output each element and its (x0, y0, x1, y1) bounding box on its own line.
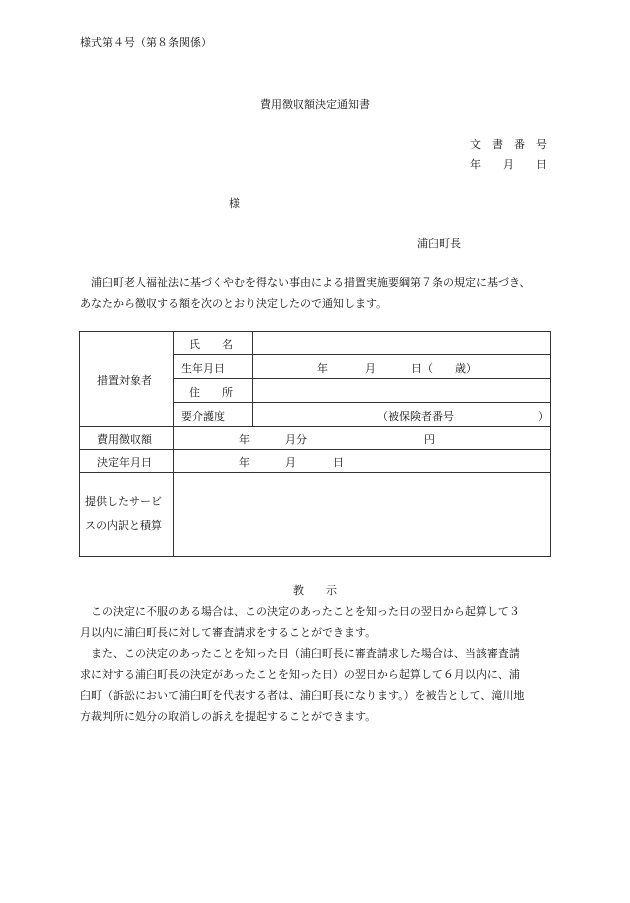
fee-label: 費用徴収額 (97, 433, 152, 446)
name-label: 氏 名 (189, 338, 233, 351)
table-divider (173, 378, 551, 379)
services-label: 提供したサービ (85, 495, 162, 508)
document-title: 費用徴収額決定通知書 (260, 98, 370, 111)
services-label: スの内訳と積算 (85, 519, 162, 532)
notice-line: この決定に不服のある場合は、この決定のあったことを知った日の翌日から起算して３ (80, 605, 520, 618)
fee-month: 月分 (285, 433, 307, 446)
document-number-label: 文 書 番 号 (470, 138, 547, 151)
table-divider (252, 331, 253, 426)
care-level-label: 要介護度 (181, 410, 225, 423)
subject-label: 措置対象者 (97, 374, 152, 387)
insured-number-label: （被保険者番号 (377, 410, 454, 423)
form-number: 様式第４号（第８条関係） (80, 36, 212, 49)
notice-line: 臼町（訴訟において浦臼町を代表する者は、浦臼町長になります。）を被告として、滝川地 (80, 689, 525, 702)
dob-year: 年 (317, 362, 328, 375)
table-divider (173, 354, 551, 355)
notice-paragraph (80, 601, 524, 727)
dob-day-age: 日（ 歳） (411, 362, 477, 375)
decision-table (79, 331, 551, 557)
insured-number-close: ） (538, 410, 549, 423)
table-border (79, 556, 551, 557)
intro-paragraph (80, 272, 560, 314)
decision-year: 年 (239, 456, 250, 469)
dob-month: 月 (365, 362, 376, 375)
intro-line: 浦臼町老人福祉法に基づくやむを得ない事由による措置実施要綱第７条の規定に基づき、 (80, 276, 531, 289)
recipient-honorific: 様 (229, 197, 240, 210)
table-divider (79, 449, 551, 450)
table-divider (79, 472, 551, 473)
intro-line: あなたから徴収する額を次のとおり決定したので通知します。 (80, 297, 388, 310)
table-divider (79, 426, 551, 427)
table-divider (173, 331, 174, 557)
decision-date-label: 決定年月日 (97, 456, 152, 469)
notice-line: 求に対する浦臼町長の決定があったことを知った日）の翌日から起算して６月以内に、浦 (80, 668, 520, 681)
issuer: 浦臼町長 (417, 237, 461, 250)
notice-line: 月以内に浦臼町長に対して審査請求をすることができます。 (80, 626, 377, 639)
notice-title: 教 示 (293, 584, 337, 597)
fee-yen: 円 (424, 433, 435, 446)
table-border (79, 331, 551, 332)
dob-label: 生年月日 (181, 362, 225, 375)
table-divider (173, 402, 551, 403)
notice-line: また、この決定のあったことを知った日（浦臼町長に審査請求した場合は、当該審査請 (80, 647, 520, 660)
decision-month: 月 (285, 456, 296, 469)
decision-day: 日 (333, 456, 344, 469)
address-label: 住 所 (189, 386, 233, 399)
notice-line: 方裁判所に処分の取消しの訴えを提起することができます。 (80, 710, 377, 723)
date-label: 年 月 日 (470, 158, 547, 171)
table-border (550, 331, 551, 557)
table-border (79, 331, 80, 557)
fee-year: 年 (239, 433, 250, 446)
